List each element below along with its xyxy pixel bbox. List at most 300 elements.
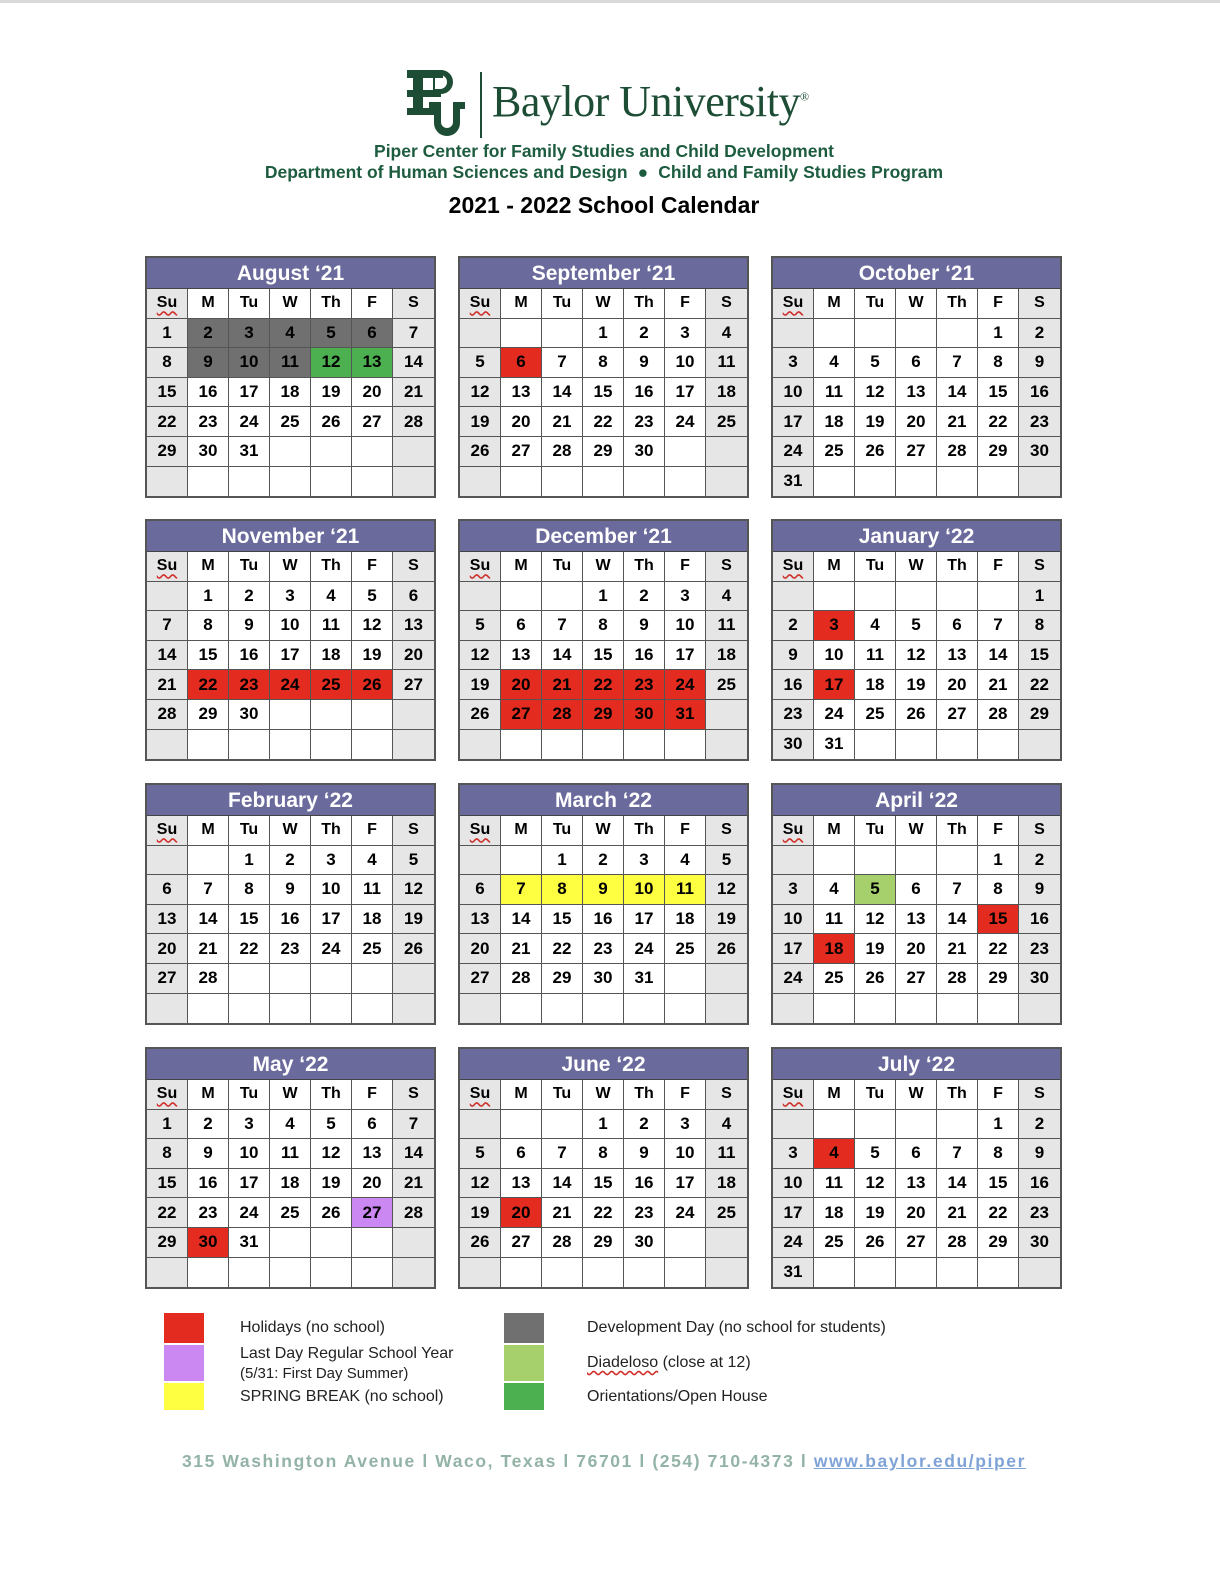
weekday-header: Th [937, 816, 978, 846]
day-cell: 29 [542, 964, 583, 994]
month-grid [773, 552, 1060, 759]
empty-cell [1019, 994, 1060, 1024]
legend-label-spring-break: SPRING BREAK (no school) [240, 1388, 444, 1405]
day-cell: 7 [393, 319, 434, 349]
day-cell: 10 [773, 378, 814, 408]
empty-cell [706, 730, 747, 760]
empty-cell [855, 582, 896, 612]
weekday-header: Su [460, 1080, 501, 1110]
weekday-header: W [896, 816, 937, 846]
weekday-header: S [1019, 289, 1060, 319]
empty-cell [460, 582, 501, 612]
empty-cell [855, 467, 896, 497]
day-cell: 21 [937, 1198, 978, 1228]
month-march-22 [458, 783, 749, 1025]
legend-label-last-day-1: Last Day Regular School Year [240, 1345, 454, 1362]
day-cell: 4 [311, 582, 352, 612]
day-cell: 20 [501, 1198, 542, 1228]
day-cell: 23 [188, 407, 229, 437]
day-cell: 8 [229, 875, 270, 905]
day-cell: 11 [855, 641, 896, 671]
empty-cell [855, 1110, 896, 1140]
empty-cell [147, 582, 188, 612]
empty-cell [311, 730, 352, 760]
empty-cell [937, 1258, 978, 1288]
day-cell: 25 [270, 407, 311, 437]
empty-cell [270, 437, 311, 467]
weekday-header: W [270, 289, 311, 319]
day-cell: 6 [393, 582, 434, 612]
day-cell: 14 [393, 348, 434, 378]
day-cell: 10 [665, 348, 706, 378]
empty-cell [352, 1228, 393, 1258]
day-cell: 27 [147, 964, 188, 994]
day-cell: 3 [624, 846, 665, 876]
day-cell: 18 [706, 378, 747, 408]
day-cell: 29 [583, 700, 624, 730]
day-cell: 3 [270, 582, 311, 612]
day-cell: 28 [978, 700, 1019, 730]
weekday-header: Tu [229, 289, 270, 319]
footer-website-link[interactable]: www.baylor.edu/piper [813, 1451, 1027, 1471]
day-cell: 22 [542, 934, 583, 964]
day-cell: 16 [773, 670, 814, 700]
day-cell: 28 [393, 1198, 434, 1228]
empty-cell [978, 582, 1019, 612]
empty-cell [393, 964, 434, 994]
empty-cell [978, 1258, 1019, 1288]
day-cell: 25 [855, 700, 896, 730]
day-cell: 12 [393, 875, 434, 905]
day-cell: 21 [147, 670, 188, 700]
weekday-header: Su [773, 552, 814, 582]
day-cell: 29 [188, 700, 229, 730]
empty-cell [896, 1110, 937, 1140]
empty-cell [352, 467, 393, 497]
empty-cell [937, 846, 978, 876]
day-cell: 7 [147, 611, 188, 641]
day-cell: 31 [229, 437, 270, 467]
weekday-header: M [501, 816, 542, 846]
day-cell: 22 [1019, 670, 1060, 700]
day-cell: 12 [311, 348, 352, 378]
day-cell: 24 [311, 934, 352, 964]
weekday-header: Tu [855, 289, 896, 319]
empty-cell [773, 994, 814, 1024]
day-cell: 12 [855, 1169, 896, 1199]
day-cell: 25 [814, 1228, 855, 1258]
day-cell: 8 [978, 348, 1019, 378]
empty-cell [665, 1258, 706, 1288]
day-cell: 16 [624, 1169, 665, 1199]
weekday-header: M [188, 816, 229, 846]
weekday-header: Th [937, 289, 978, 319]
day-cell: 7 [542, 348, 583, 378]
day-cell: 25 [270, 1198, 311, 1228]
day-cell: 20 [896, 934, 937, 964]
day-cell: 4 [270, 319, 311, 349]
day-cell: 7 [542, 1139, 583, 1169]
empty-cell [311, 467, 352, 497]
empty-cell [393, 994, 434, 1024]
weekday-header: Th [311, 552, 352, 582]
day-cell: 23 [624, 1198, 665, 1228]
day-cell: 8 [978, 1139, 1019, 1169]
day-cell: 23 [624, 670, 665, 700]
day-cell: 21 [937, 407, 978, 437]
day-cell: 4 [706, 582, 747, 612]
day-cell: 11 [352, 875, 393, 905]
day-cell: 21 [978, 670, 1019, 700]
day-cell: 29 [583, 1228, 624, 1258]
day-cell: 26 [706, 934, 747, 964]
weekday-header: Tu [855, 1080, 896, 1110]
month-title: July ‘22 [773, 1049, 1060, 1080]
day-cell: 14 [542, 641, 583, 671]
empty-cell [393, 700, 434, 730]
day-cell: 24 [665, 407, 706, 437]
weekday-header: Th [624, 289, 665, 319]
weekday-header: W [583, 816, 624, 846]
empty-cell [665, 994, 706, 1024]
day-cell: 18 [352, 905, 393, 935]
day-cell: 21 [542, 1198, 583, 1228]
day-cell: 11 [270, 348, 311, 378]
empty-cell [896, 582, 937, 612]
day-cell: 13 [393, 611, 434, 641]
day-cell: 1 [229, 846, 270, 876]
day-cell: 13 [937, 641, 978, 671]
day-cell: 24 [665, 670, 706, 700]
day-cell: 8 [147, 348, 188, 378]
day-cell: 18 [814, 1198, 855, 1228]
day-cell: 6 [501, 611, 542, 641]
day-cell: 18 [706, 641, 747, 671]
weekday-header: S [1019, 1080, 1060, 1110]
day-cell: 2 [1019, 846, 1060, 876]
day-cell: 2 [188, 319, 229, 349]
day-cell: 14 [937, 378, 978, 408]
day-cell: 8 [583, 611, 624, 641]
day-cell: 7 [542, 611, 583, 641]
day-cell: 30 [1019, 964, 1060, 994]
day-cell: 22 [978, 407, 1019, 437]
day-cell: 3 [665, 319, 706, 349]
day-cell: 1 [583, 319, 624, 349]
day-cell: 17 [773, 934, 814, 964]
empty-cell [352, 730, 393, 760]
empty-cell [583, 994, 624, 1024]
legend-swatch-holidays [164, 1313, 204, 1343]
day-cell: 9 [773, 641, 814, 671]
day-cell: 10 [665, 611, 706, 641]
day-cell: 26 [393, 934, 434, 964]
empty-cell [352, 964, 393, 994]
day-cell: 26 [855, 437, 896, 467]
day-cell: 15 [147, 378, 188, 408]
weekday-header: M [501, 552, 542, 582]
empty-cell [501, 846, 542, 876]
weekday-header: Tu [229, 1080, 270, 1110]
day-cell: 16 [1019, 905, 1060, 935]
empty-cell [855, 846, 896, 876]
weekday-header: S [1019, 552, 1060, 582]
day-cell: 6 [147, 875, 188, 905]
weekday-header: Su [773, 816, 814, 846]
weekday-header: F [665, 289, 706, 319]
empty-cell [937, 730, 978, 760]
empty-cell [188, 994, 229, 1024]
day-cell: 26 [311, 1198, 352, 1228]
month-september-21 [458, 256, 749, 498]
day-cell: 1 [978, 846, 1019, 876]
month-title: October ‘21 [773, 258, 1060, 289]
day-cell: 7 [937, 1139, 978, 1169]
empty-cell [583, 730, 624, 760]
month-grid [147, 816, 434, 1023]
empty-cell [978, 994, 1019, 1024]
diadeloso-word: Diadeloso [587, 1354, 659, 1371]
empty-cell [814, 994, 855, 1024]
weekday-header: Th [624, 1080, 665, 1110]
day-cell: 23 [270, 934, 311, 964]
weekday-header: F [352, 1080, 393, 1110]
weekday-header: F [978, 289, 1019, 319]
legend-swatch-diadeloso [504, 1345, 544, 1381]
day-cell: 17 [665, 378, 706, 408]
day-cell: 15 [542, 905, 583, 935]
weekday-header: M [814, 816, 855, 846]
empty-cell [270, 1228, 311, 1258]
day-cell: 27 [501, 437, 542, 467]
day-cell: 23 [583, 934, 624, 964]
day-cell: 24 [773, 437, 814, 467]
empty-cell [896, 1258, 937, 1288]
day-cell: 10 [311, 875, 352, 905]
day-cell: 29 [978, 437, 1019, 467]
empty-cell [542, 1258, 583, 1288]
weekday-header: M [188, 552, 229, 582]
day-cell: 30 [773, 730, 814, 760]
day-cell: 4 [855, 611, 896, 641]
day-cell: 24 [624, 934, 665, 964]
weekday-header: Tu [542, 816, 583, 846]
day-cell: 24 [229, 407, 270, 437]
day-cell: 30 [583, 964, 624, 994]
day-cell: 13 [352, 1139, 393, 1169]
month-title: March ‘22 [460, 785, 747, 816]
legend-label-holidays: Holidays (no school) [240, 1319, 385, 1336]
day-cell: 17 [665, 641, 706, 671]
day-cell: 29 [978, 964, 1019, 994]
weekday-header: M [814, 289, 855, 319]
day-cell: 19 [311, 378, 352, 408]
day-cell: 5 [896, 611, 937, 641]
day-cell: 8 [583, 1139, 624, 1169]
empty-cell [501, 467, 542, 497]
empty-cell [229, 1258, 270, 1288]
day-cell: 3 [665, 1110, 706, 1140]
legend-label-last-day-2: (5/31: First Day Summer) [240, 1365, 409, 1382]
logo-divider [480, 72, 482, 138]
day-cell: 8 [147, 1139, 188, 1169]
day-cell: 5 [460, 1139, 501, 1169]
day-cell: 23 [1019, 407, 1060, 437]
day-cell: 28 [937, 1228, 978, 1258]
empty-cell [1019, 730, 1060, 760]
day-cell: 20 [896, 407, 937, 437]
empty-cell [188, 730, 229, 760]
weekday-header: Tu [229, 816, 270, 846]
weekday-header: M [188, 1080, 229, 1110]
day-cell: 25 [706, 407, 747, 437]
empty-cell [460, 730, 501, 760]
weekday-header: F [352, 816, 393, 846]
day-cell: 6 [352, 319, 393, 349]
bullet-separator: ● [637, 162, 649, 182]
day-cell: 26 [460, 700, 501, 730]
day-cell: 16 [270, 905, 311, 935]
empty-cell [501, 582, 542, 612]
weekday-header: F [665, 816, 706, 846]
empty-cell [814, 467, 855, 497]
empty-cell [937, 467, 978, 497]
day-cell: 4 [352, 846, 393, 876]
weekday-header: Su [147, 289, 188, 319]
day-cell: 15 [583, 1169, 624, 1199]
day-cell: 28 [188, 964, 229, 994]
day-cell: 28 [393, 407, 434, 437]
empty-cell [229, 730, 270, 760]
empty-cell [311, 700, 352, 730]
day-cell: 13 [147, 905, 188, 935]
empty-cell [229, 467, 270, 497]
day-cell: 14 [393, 1139, 434, 1169]
month-grid [773, 289, 1060, 496]
legend-swatch-development-day [504, 1313, 544, 1343]
day-cell: 18 [706, 1169, 747, 1199]
day-cell: 10 [229, 348, 270, 378]
day-cell: 23 [229, 670, 270, 700]
day-cell: 13 [460, 905, 501, 935]
weekday-header: W [583, 552, 624, 582]
day-cell: 3 [773, 1139, 814, 1169]
day-cell: 31 [624, 964, 665, 994]
empty-cell [978, 467, 1019, 497]
day-cell: 23 [624, 407, 665, 437]
day-cell: 4 [665, 846, 706, 876]
calendar-title: 2021 - 2022 School Calendar [448, 192, 760, 218]
empty-cell [706, 437, 747, 467]
day-cell: 31 [814, 730, 855, 760]
empty-cell [270, 467, 311, 497]
day-cell: 20 [147, 934, 188, 964]
day-cell: 9 [624, 1139, 665, 1169]
weekday-header: S [706, 816, 747, 846]
day-cell: 13 [501, 641, 542, 671]
empty-cell [583, 467, 624, 497]
month-title: December ‘21 [460, 521, 747, 552]
empty-cell [773, 319, 814, 349]
day-cell: 4 [706, 319, 747, 349]
empty-cell [393, 437, 434, 467]
weekday-header: M [814, 1080, 855, 1110]
day-cell: 8 [542, 875, 583, 905]
empty-cell [188, 1258, 229, 1288]
empty-cell [542, 994, 583, 1024]
day-cell: 1 [1019, 582, 1060, 612]
weekday-header: Su [773, 1080, 814, 1110]
day-cell: 16 [1019, 378, 1060, 408]
day-cell: 9 [583, 875, 624, 905]
day-cell: 1 [583, 582, 624, 612]
weekday-header: S [1019, 816, 1060, 846]
weekday-header: Su [460, 289, 501, 319]
day-cell: 24 [814, 700, 855, 730]
day-cell: 10 [773, 1169, 814, 1199]
weekday-header: Th [624, 552, 665, 582]
program-name: Child and Family Studies Program [658, 162, 944, 182]
day-cell: 19 [311, 1169, 352, 1199]
day-cell: 10 [773, 905, 814, 935]
empty-cell [311, 1228, 352, 1258]
empty-cell [270, 994, 311, 1024]
empty-cell [624, 994, 665, 1024]
top-border-line [0, 0, 1220, 3]
month-grid [773, 1080, 1060, 1287]
empty-cell [665, 1228, 706, 1258]
weekday-header: F [665, 1080, 706, 1110]
weekday-header: M [814, 552, 855, 582]
month-title: August ‘21 [147, 258, 434, 289]
day-cell: 29 [147, 1228, 188, 1258]
day-cell: 25 [706, 670, 747, 700]
empty-cell [311, 437, 352, 467]
empty-cell [665, 437, 706, 467]
day-cell: 31 [229, 1228, 270, 1258]
day-cell: 25 [814, 437, 855, 467]
day-cell: 2 [1019, 1110, 1060, 1140]
day-cell: 17 [773, 1198, 814, 1228]
day-cell: 3 [229, 1110, 270, 1140]
empty-cell [773, 582, 814, 612]
day-cell: 24 [229, 1198, 270, 1228]
day-cell: 28 [147, 700, 188, 730]
day-cell: 26 [460, 1228, 501, 1258]
month-title: June ‘22 [460, 1049, 747, 1080]
day-cell: 19 [855, 1198, 896, 1228]
empty-cell [393, 730, 434, 760]
empty-cell [1019, 1258, 1060, 1288]
day-cell: 4 [814, 348, 855, 378]
empty-cell [542, 582, 583, 612]
day-cell: 8 [978, 875, 1019, 905]
weekday-header: Tu [542, 289, 583, 319]
month-january-22 [771, 519, 1062, 761]
day-cell: 28 [937, 964, 978, 994]
day-cell: 13 [896, 378, 937, 408]
month-grid [460, 289, 747, 496]
day-cell: 11 [706, 1139, 747, 1169]
day-cell: 18 [270, 378, 311, 408]
month-july-22 [771, 1047, 1062, 1289]
day-cell: 5 [460, 611, 501, 641]
day-cell: 21 [188, 934, 229, 964]
day-cell: 2 [624, 1110, 665, 1140]
day-cell: 20 [501, 670, 542, 700]
day-cell: 30 [188, 1228, 229, 1258]
day-cell: 27 [352, 407, 393, 437]
